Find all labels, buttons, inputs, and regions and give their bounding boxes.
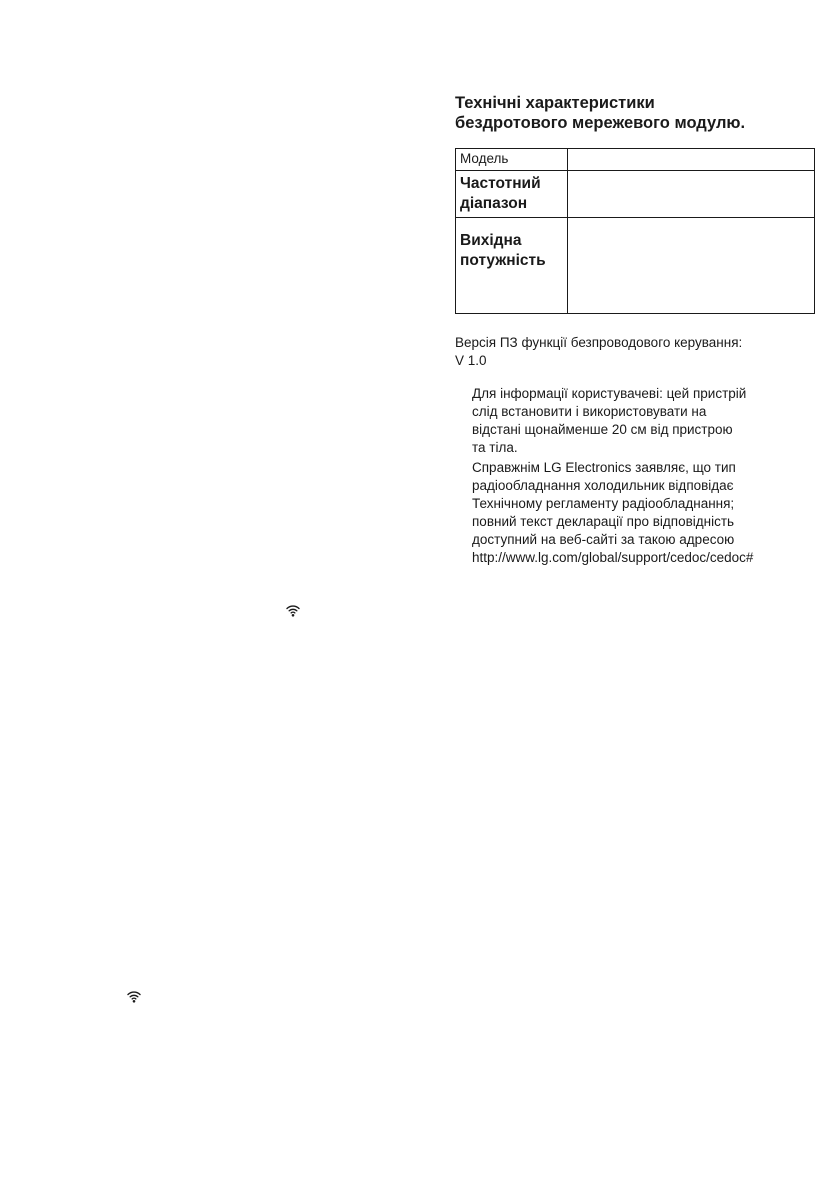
- frequency-label: [460, 171, 567, 214]
- wifi-icon: [127, 990, 141, 1003]
- frequency-value-cell: [568, 171, 815, 218]
- frequency-label-line-2: діапазон: [460, 195, 528, 212]
- output-power-label-cell: [456, 218, 568, 314]
- frequency-label-line-1: Частотний: [460, 175, 541, 192]
- declaration-line: Технічному регламенту радіообладнання;: [472, 496, 735, 511]
- declaration-line: доступний на веб-сайті за такою адресою: [472, 532, 735, 547]
- declaration-paragraph: [472, 459, 832, 567]
- model-label: Модель: [460, 151, 509, 166]
- user-info-line: Для інформації користувачеві: цей пристрій: [472, 386, 747, 401]
- output-power-label: [460, 218, 567, 271]
- regulatory-notice: [472, 385, 832, 567]
- declaration-line: радіообладнання холодильник відповідає: [472, 478, 734, 493]
- table-row-frequency: [456, 171, 815, 218]
- output-power-value-cell: [568, 218, 815, 314]
- table-row-output-power: [456, 218, 815, 314]
- wifi-icon: [286, 604, 300, 617]
- model-label-cell: [456, 149, 568, 171]
- spec-heading-line-1: Технічні характеристики: [455, 94, 655, 112]
- user-info-line: та тіла.: [472, 440, 518, 455]
- software-version-label: Версія ПЗ функції безпроводового керування:: [455, 335, 743, 350]
- software-version-value: V 1.0: [455, 353, 487, 368]
- declaration-url: http://www.lg.com/global/support/cedoc/cedoc#: [472, 550, 754, 565]
- model-value-cell: [568, 149, 815, 171]
- user-info-line: відстані щонайменше 20 см від пристрою: [472, 422, 733, 437]
- table-row-model: [456, 149, 815, 171]
- spec-heading: [455, 93, 825, 133]
- wireless-module-spec-table: [455, 148, 815, 314]
- user-info-line: слід встановити і використовувати на: [472, 404, 707, 419]
- frequency-label-cell: [456, 171, 568, 218]
- software-version: [455, 334, 825, 370]
- output-power-label-line-2: потужність: [460, 252, 546, 269]
- output-power-label-line-1: Вихідна: [460, 232, 522, 249]
- spec-heading-line-2: бездротового мережевого модулю.: [455, 114, 746, 132]
- declaration-line: повний текст декларації про відповідність: [472, 514, 735, 529]
- declaration-line: Справжнім LG Electronics заявляє, що тип: [472, 460, 736, 475]
- user-info-paragraph: [472, 385, 832, 457]
